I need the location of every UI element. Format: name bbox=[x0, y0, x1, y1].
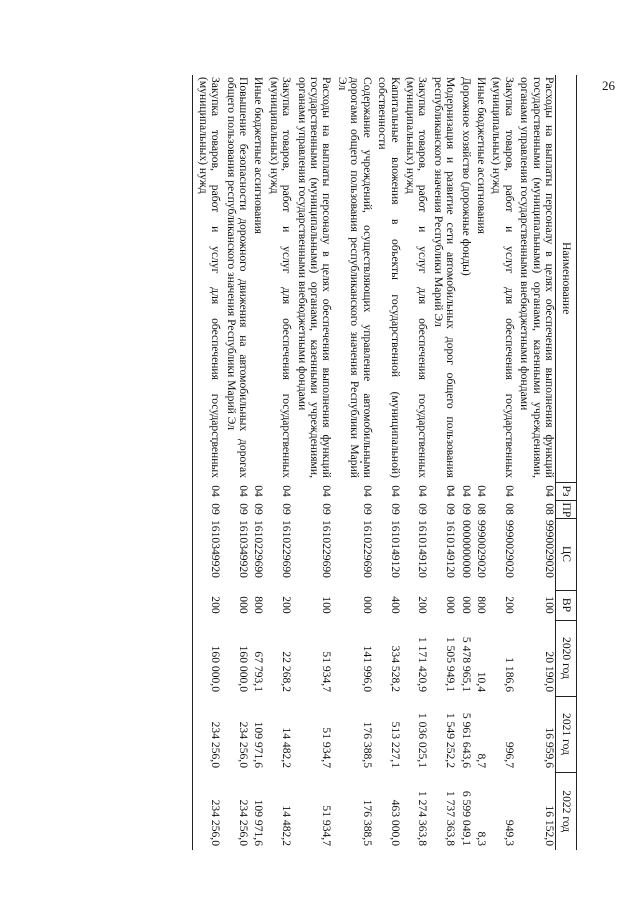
row-2021: 51 934,7 bbox=[320, 727, 334, 768]
row-name: Закупка товаров, работ и услуг для обеспечения государственных (муниципальных) нужд bbox=[267, 77, 294, 478]
row-pr: 09 bbox=[280, 503, 294, 515]
row-rz: 04 bbox=[252, 485, 266, 497]
row-2020: 10,4 bbox=[474, 671, 488, 692]
row-2021: 109 971,6 bbox=[252, 721, 266, 768]
row-rz: 04 bbox=[459, 485, 473, 497]
table-row bbox=[249, 75, 264, 850]
row-vr: 000 bbox=[237, 596, 251, 614]
row-cs: 0000000000 bbox=[459, 520, 473, 578]
header-2022: 2022 год bbox=[556, 772, 577, 850]
row-2022: 51 934,7 bbox=[320, 805, 334, 846]
row-rz: 04 bbox=[360, 485, 374, 497]
row-cs: 1610349920 bbox=[193, 518, 221, 590]
row-name: Повышение безопасности дорожного движения на автомобильных дорогах общего пользования республиканского значения Республики Марий Эл bbox=[224, 77, 251, 478]
row-cs: 1610229690 bbox=[320, 520, 334, 578]
row-name: Иные бюджетные ассигнования bbox=[252, 77, 266, 234]
row-vr: 100 bbox=[543, 596, 556, 614]
row-cs: 9990029020 bbox=[543, 520, 556, 578]
row-pr: 09 bbox=[320, 503, 334, 515]
row-pr: 09 bbox=[252, 503, 266, 515]
row-pr: 08 bbox=[474, 503, 488, 515]
row-rz: 04 bbox=[502, 485, 516, 497]
row-2022: 463 000,0 bbox=[388, 799, 402, 846]
row-vr: 100 bbox=[320, 596, 334, 614]
page-number: 26 bbox=[602, 78, 615, 93]
row-2021: 5 961 643,6 bbox=[459, 712, 473, 768]
row-name: Модернизация и развитие сети автомобильных дорог общего пользования республиканского значения Республики Марий Эл bbox=[431, 77, 458, 478]
table-row bbox=[193, 75, 221, 850]
row-pr: 09 bbox=[237, 503, 251, 515]
row-rz: 04 bbox=[444, 485, 458, 497]
row-rz: 04 bbox=[388, 485, 402, 497]
header-cs: ЦС bbox=[556, 518, 577, 590]
row-pr: 09 bbox=[388, 503, 402, 515]
table-row bbox=[373, 75, 401, 850]
row-2022: 8,3 bbox=[474, 831, 488, 846]
row-2022: 109 971,6 bbox=[252, 799, 266, 846]
table-row bbox=[456, 75, 471, 850]
row-2020: 51 934,7 bbox=[320, 651, 334, 692]
row-cs: 9990029020 bbox=[474, 520, 488, 578]
row-2021: 16 959,6 bbox=[543, 727, 556, 768]
row-cs: 9990029020 bbox=[502, 520, 516, 578]
row-2020: 5 478 965,1 bbox=[459, 636, 473, 692]
table-row bbox=[221, 75, 249, 850]
row-2022: 14 482,2 bbox=[280, 805, 294, 846]
row-2022: 1 737 363,8 bbox=[444, 790, 458, 846]
row-2022: 176 388,5 bbox=[360, 799, 374, 846]
row-rz: 04 bbox=[416, 485, 430, 497]
table-row bbox=[292, 75, 332, 850]
row-2022: 1 274 363,8 bbox=[416, 790, 430, 846]
row-cs: 1610229690 bbox=[252, 520, 266, 578]
table-row bbox=[487, 75, 515, 850]
rotated-budget-table bbox=[57, 75, 577, 850]
row-2022: 234 256,0 bbox=[237, 799, 251, 846]
row-vr: 200 bbox=[280, 596, 294, 614]
row-name: Закупка товаров, работ и услуг для обеспечения государственных (муниципальных) нужд bbox=[490, 77, 516, 478]
row-pr: 08 bbox=[502, 503, 516, 515]
row-rz: 04 bbox=[193, 482, 221, 500]
row-cs: 1610349920 bbox=[237, 520, 251, 578]
table-row bbox=[264, 75, 292, 850]
row-vr: 200 bbox=[193, 590, 221, 620]
row-2020: 1 186,6 bbox=[502, 657, 516, 692]
row-name: Дорожное хозяйство (дорожные фонды) bbox=[459, 77, 473, 276]
row-2020: 160 000,0 bbox=[193, 620, 221, 696]
row-2021: 176 388,5 bbox=[360, 721, 374, 768]
header-vr: ВР bbox=[556, 590, 577, 620]
table-body bbox=[193, 75, 556, 850]
row-rz: 04 bbox=[237, 485, 251, 497]
row-rz: 04 bbox=[280, 485, 294, 497]
row-cs: 1610149120 bbox=[444, 520, 458, 578]
row-name: Капитальные вложения в объекты государственной (муниципальной) собственности bbox=[376, 77, 402, 478]
row-2022: 16 152,0 bbox=[543, 805, 556, 846]
row-pr: 09 bbox=[193, 500, 221, 518]
row-2022: 234 256,0 bbox=[193, 772, 221, 850]
row-vr: 000 bbox=[459, 596, 473, 614]
row-cs: 1610229690 bbox=[280, 520, 294, 578]
row-2020: 334 528,2 bbox=[388, 645, 402, 692]
row-name: Расходы на выплаты персоналу в целях обеспечения выполнения функций государственными (муниципальными) органами, казенными учреждениями, органами управления государственными внебюджетными фондами bbox=[295, 77, 334, 478]
row-2021: 1 036 025,1 bbox=[416, 712, 430, 768]
row-2022: 949,3 bbox=[502, 819, 516, 846]
row-name: Иные бюджетные ассигнования bbox=[474, 77, 488, 234]
row-vr: 000 bbox=[444, 596, 458, 614]
row-2021: 234 256,0 bbox=[193, 696, 221, 772]
row-vr: 400 bbox=[388, 596, 402, 614]
row-vr: 800 bbox=[474, 596, 488, 614]
row-2020: 1 505 949,1 bbox=[444, 636, 458, 692]
row-name: Закупка товаров, работ и услуг для обеспечения государственных (муниципальных) нужд bbox=[193, 75, 221, 482]
row-vr: 200 bbox=[416, 596, 430, 614]
header-name: Наименование bbox=[556, 75, 577, 482]
row-2021: 513 227,1 bbox=[388, 721, 402, 768]
row-2021: 14 482,2 bbox=[280, 727, 294, 768]
row-vr: 000 bbox=[360, 596, 374, 614]
row-name: Расходы на выплаты персоналу в целях обеспечения выполнения функций государственными (муниципальными) органами, казенными учреждениями, органами управления государственными внебюджетными фондами bbox=[518, 77, 556, 478]
row-2020: 22 268,2 bbox=[280, 651, 294, 692]
row-cs: 1610149120 bbox=[416, 520, 430, 578]
row-2021: 1 549 252,2 bbox=[444, 712, 458, 768]
row-2020: 1 171 420,9 bbox=[416, 636, 430, 692]
header-2020: 2020 год bbox=[556, 620, 577, 696]
row-2021: 8,7 bbox=[474, 753, 488, 768]
row-2021: 996,7 bbox=[502, 741, 516, 768]
row-pr: 09 bbox=[416, 503, 430, 515]
row-2020: 67 793,1 bbox=[252, 651, 266, 692]
row-vr: 800 bbox=[252, 596, 266, 614]
table-row bbox=[472, 75, 487, 850]
row-2021: 234 256,0 bbox=[237, 721, 251, 768]
row-2020: 20 190,0 bbox=[543, 651, 556, 692]
row-rz: 04 bbox=[320, 485, 334, 497]
budget-table bbox=[192, 75, 577, 850]
row-rz: 04 bbox=[543, 485, 556, 497]
row-rz: 04 bbox=[474, 485, 488, 497]
row-pr: 09 bbox=[360, 503, 374, 515]
row-name: Содержание учреждений, осуществляющих управление автомобильными дорогами общего пользования республиканского значения Республики Марий Эл bbox=[335, 77, 374, 478]
row-2020: 160 000,0 bbox=[237, 645, 251, 692]
header-2021: 2021 год bbox=[556, 696, 577, 772]
table-header-row bbox=[556, 75, 577, 850]
header-rz: Рз bbox=[556, 482, 577, 500]
row-pr: 08 bbox=[543, 503, 556, 515]
header-pr: ПР bbox=[556, 500, 577, 518]
table-row bbox=[401, 75, 429, 850]
table-row bbox=[333, 75, 373, 850]
row-pr: 09 bbox=[459, 503, 473, 515]
row-cs: 1610149120 bbox=[388, 520, 402, 578]
table-row bbox=[428, 75, 456, 850]
row-2020: 141 996,0 bbox=[360, 645, 374, 692]
row-pr: 09 bbox=[444, 503, 458, 515]
row-vr: 200 bbox=[502, 596, 516, 614]
table-row bbox=[515, 75, 555, 850]
row-cs: 1610229690 bbox=[360, 520, 374, 578]
row-name: Закупка товаров, работ и услуг для обеспечения государственных (муниципальных) нужд bbox=[403, 77, 430, 478]
row-2022: 6 599 049,1 bbox=[459, 790, 473, 846]
